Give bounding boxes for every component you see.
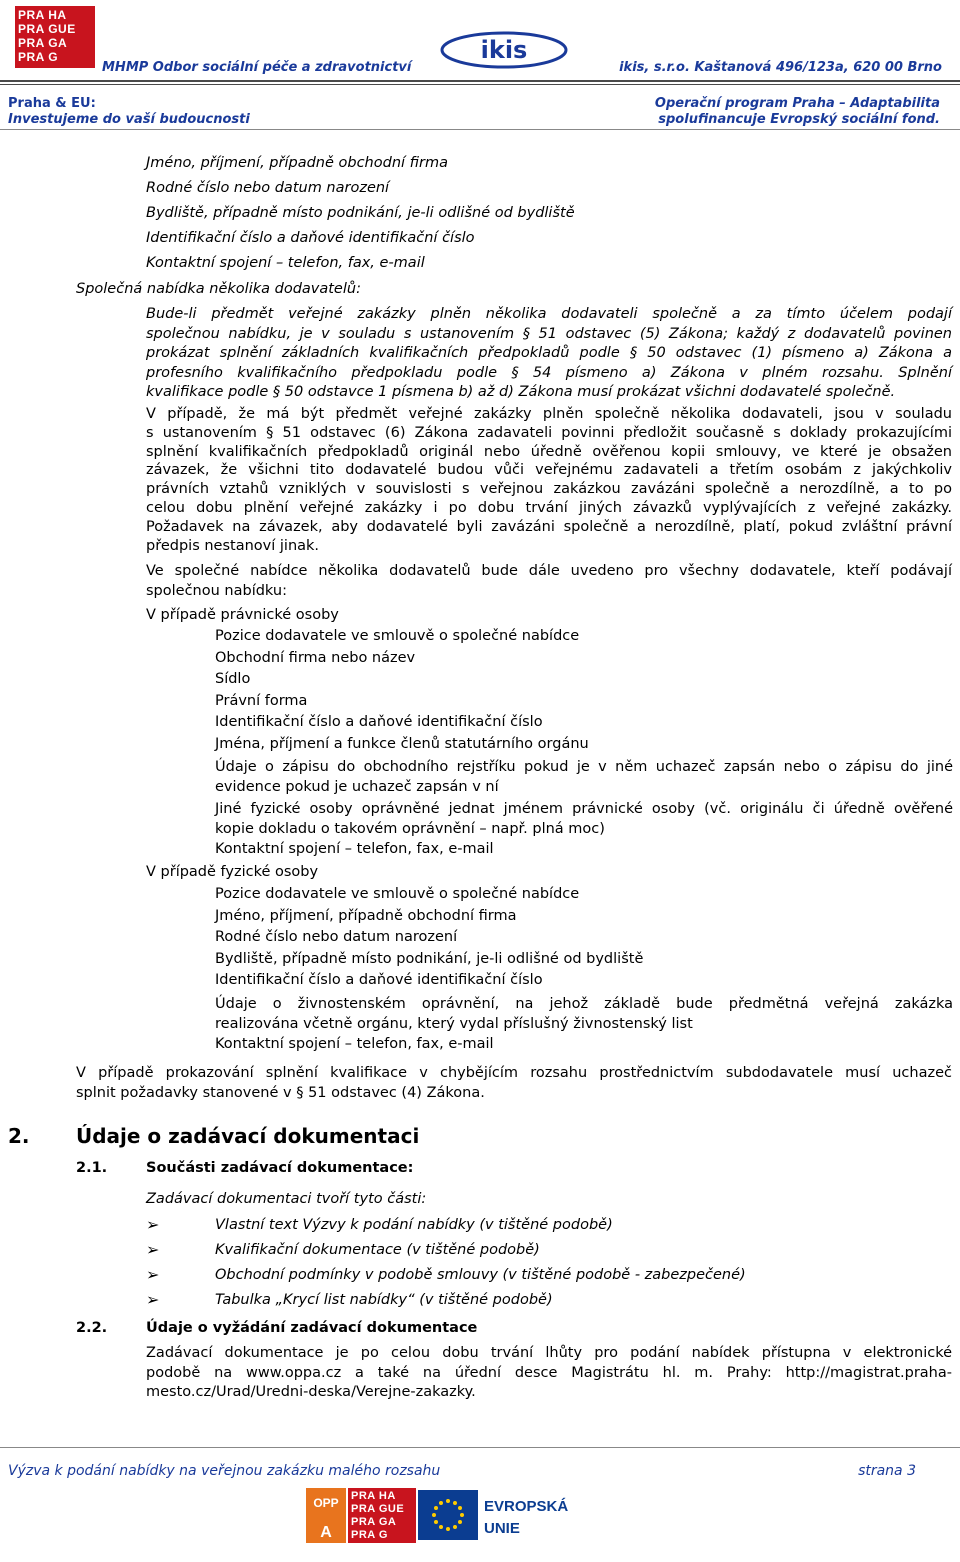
header-right-org: ikis, s.r.o. Kaštanová 496/123a, 620 00 Brno (619, 60, 942, 75)
footer-divider (0, 1447, 960, 1448)
paragraph-line: prokázat splnění základních kvalifikačních předpokladů podle § 50 odstavec (1) písmeno a) Zákona a (146, 345, 952, 361)
natural-person-list (215, 884, 953, 1055)
opp-logo-line: OPP (313, 1496, 339, 1510)
opp-logo-line: A (320, 1524, 332, 1541)
section-2-number: 2. (8, 1124, 30, 1148)
section-2-2-number: 2.2. (76, 1320, 108, 1336)
eu-logo-text (484, 1496, 568, 1540)
paragraph-line: předpis nestanoví jinak. (146, 537, 320, 554)
paragraph-line: profesního kvalifikačního předpokladu podle § 54 písmeno a) Zákona v plném rozsahu. Splnění (146, 364, 952, 381)
paragraph-line: splnit požadavky stanovené v § 51 odstavec (4) Zákona. (76, 1084, 485, 1101)
paragraph-line: celou dobu plnění veřejné zakázky i po dobu trvání jiných závazků vyplývajících z veřejné zakázky. (146, 499, 952, 516)
section-2-2-paragraph (146, 1344, 952, 1403)
list-item: Tabulka „Krycí list nabídky“ (v tištěné podobě) (215, 1292, 553, 1308)
header-divider-top2 (0, 84, 960, 85)
joint-offer-details-intro (146, 562, 952, 601)
paragraph-line: Zadávací dokumentace je po celou dobu trvání lhůty pro podání nabídek přístupna v elektronické (146, 1345, 952, 1361)
contact-requirements-list (146, 151, 946, 276)
list-item: Vlastní text Výzvy k podání nabídky (v tištěné podobě) (215, 1217, 613, 1233)
footer-document-title: Výzva k podání nabídky na veřejnou zakázku malého rozsahu (8, 1463, 441, 1479)
list-item: Pozice dodavatele ve smlouvě o společné nabídce (215, 628, 580, 644)
praha-logo-line: PRA GUE (18, 22, 76, 36)
natural-person-heading: V případě fyzické osoby (146, 864, 319, 880)
praha-logo (15, 6, 95, 68)
list-item: Identifikační číslo a daňové identifikační číslo (215, 714, 543, 730)
list-item: Obchodní firma nebo název (215, 649, 416, 666)
header-left-sub1: Praha & EU: (8, 96, 96, 111)
eu-logo-line: UNIE (484, 1520, 520, 1537)
section-2-1-title: Součásti zadávací dokumentace: (146, 1160, 414, 1176)
list-item: Rodné číslo nebo datum narození (215, 929, 458, 945)
paragraph-line: společnou nabídku: (146, 582, 287, 599)
list-item: Kontaktní spojení – telefon, fax, e-mail (146, 255, 425, 271)
praha-logo-line: PRA GA (351, 1516, 397, 1528)
list-item: Právní forma (215, 692, 308, 709)
praha-logo-line: PRA HA (351, 1490, 396, 1502)
subcontractor-paragraph (76, 1064, 952, 1103)
section-2-2-title: Údaje o vyžádání zadávací dokumentace (146, 1320, 478, 1336)
bullet-arrow-icon: ➢ (146, 1240, 160, 1259)
list-item: realizována včetně orgánu, který vydal příslušný živnostenský list (215, 1015, 693, 1032)
section-2-1-number: 2.1. (76, 1160, 108, 1176)
list-item: Jméno, příjmení, případně obchodní firma (146, 155, 448, 171)
bullet-arrow-icon: ➢ (146, 1215, 160, 1234)
paragraph-line: společnou nabídku, je v souladu s ustanovením § 51 odstavec (5) Zákona; každý z dodavatelů povinen (146, 325, 952, 342)
list-item: Obchodní podmínky v podobě smlouvy (v tištěné podobě - zabezpečené) (215, 1267, 746, 1283)
header-divider-top (0, 80, 960, 82)
list-item: Bydliště, případně místo podnikání, je-li odlišné od bydliště (215, 950, 644, 967)
praha-logo-line: PRA G (351, 1529, 388, 1541)
header-left-sub2: Investujeme do vaší budoucnosti (8, 112, 250, 127)
legal-entity-list (215, 626, 953, 861)
opp-logo (306, 1488, 346, 1543)
ikis-logo (440, 30, 570, 70)
header-right-sub1: Operační program Praha – Adaptabilita (654, 96, 940, 111)
header-right-sub2: spolufinancuje Evropský sociální fond. (658, 112, 940, 127)
praha-logo-line: PRA GUE (351, 1503, 405, 1515)
praha-logo-line: PRA HA (18, 8, 67, 22)
footer-praha-logo (348, 1488, 416, 1543)
paragraph-line: podobě na www.oppa.cz a také na úřední desce Magistrátu hl. m. Prahy: http://magistrat.praha- (146, 1364, 952, 1381)
list-item: Kvalifikační dokumentace (v tištěné podobě) (215, 1242, 540, 1258)
eu-logo-line: EVROPSKÁ (484, 1498, 569, 1515)
list-item: Sídlo (215, 671, 251, 687)
list-item: Kontaktní spojení – telefon, fax, e-mail (215, 841, 494, 857)
list-item: Kontaktní spojení – telefon, fax, e-mail (215, 1035, 494, 1052)
bullet-arrow-icon: ➢ (146, 1290, 160, 1309)
list-item: Identifikační číslo a daňové identifikační číslo (146, 230, 475, 246)
paragraph-line: splnění kvalifikačních předpokladů originál nebo úředně ověřenou kopii smlouvy, ve které je obsažen (146, 443, 952, 460)
paragraph-line: mesto.cz/Urad/Uredni-deska/Verejne-zakazky. (146, 1384, 476, 1400)
ikis-logo-text: ikis (480, 36, 528, 64)
paragraph-line: V případě prokazování splnění kvalifikace v chybějícím rozsahu prostřednictvím subdodavatele musí uchazeč (76, 1065, 952, 1081)
joint-offer-heading: Společná nabídka několika dodavatelů: (76, 281, 361, 297)
list-item: Údaje o zápisu do obchodního rejstříku pokud je v něm uchazeč zapsán nebo o zápisu do jiné (215, 759, 953, 775)
list-item: Jméno, příjmení, případně obchodní firma (215, 907, 517, 924)
paragraph-line: Požadavek na závazek, aby dodavatelé byli zavázáni společně a nerozdílně, platí, pokud zvláštní právní (146, 518, 952, 535)
ikis-logo-graphic (440, 30, 570, 70)
list-item: evidence pokud je uchazeč zapsán v ní (215, 779, 499, 795)
joint-liability-paragraph (146, 405, 952, 555)
footer-page-number: strana 3 (858, 1463, 916, 1479)
paragraph-line: Bude-li předmět veřejné zakázky plněn několika dodavateli společně a za tímto účelem podají (146, 306, 952, 322)
list-item: Bydliště, případně místo podnikání, je-li odlišné od bydliště (146, 205, 575, 221)
paragraph-line: V případě, že má být předmět veřejné zakázky plněn společně několika dodavateli, jsou v souladu (146, 406, 952, 422)
paragraph-line: právních vztahů vzniklých v souvislosti s veřejnou zakázkou zavázáni společně a nerozdílně, a to po (146, 481, 952, 498)
header-divider-bottom (0, 129, 960, 130)
list-item: Údaje o živnostenském oprávnění, na jehož základě bude předmětná veřejná zakázka (215, 995, 953, 1012)
section-2-title: Údaje o zadávací dokumentaci (76, 1124, 420, 1148)
list-item: Jiné fyzické osoby oprávněné jednat jménem právnické osoby (vč. originálu či úředně ověřené (215, 801, 953, 817)
eu-flag-icon (418, 1490, 478, 1540)
list-item: Identifikační číslo a daňové identifikační číslo (215, 972, 543, 988)
section-2-1-intro: Zadávací dokumentaci tvoří tyto části: (146, 1191, 427, 1207)
paragraph-line: kvalifikace podle § 50 odstavce 1 písmena b) až d) Zákona musí prokázat všichni dodavatelé společně. (146, 384, 896, 400)
bullet-arrow-icon: ➢ (146, 1265, 160, 1284)
paragraph-line: s ustanovením § 51 odstavec (6) Zákona zadavateli povinni předložit současně s doklady prokazujícími (146, 424, 952, 441)
header-left-org: MHMP Odbor sociální péče a zdravotnictví (102, 60, 412, 75)
legal-entity-heading: V případě právnické osoby (146, 607, 339, 623)
praha-logo-line: PRA GA (18, 36, 68, 50)
joint-offer-paragraph (146, 305, 952, 403)
list-item: Pozice dodavatele ve smlouvě o společné nabídce (215, 886, 580, 902)
paragraph-line: závazek, že všichni tito dodavatelé budou vůči veřejnému zadavateli a třetím osobám z jakýchkoliv (146, 462, 952, 479)
praha-logo-line: PRA G (18, 50, 59, 64)
list-item: kopie dokladu o takovém oprávnění – např. plná moc) (215, 821, 605, 837)
list-item: Rodné číslo nebo datum narození (146, 180, 390, 196)
paragraph-line: Ve společné nabídce několika dodavatelů bude dále uvedeno pro všechny dodavatele, kteří podávají (146, 563, 952, 579)
list-item: Jména, příjmení a funkce členů statutárního orgánu (215, 735, 589, 752)
